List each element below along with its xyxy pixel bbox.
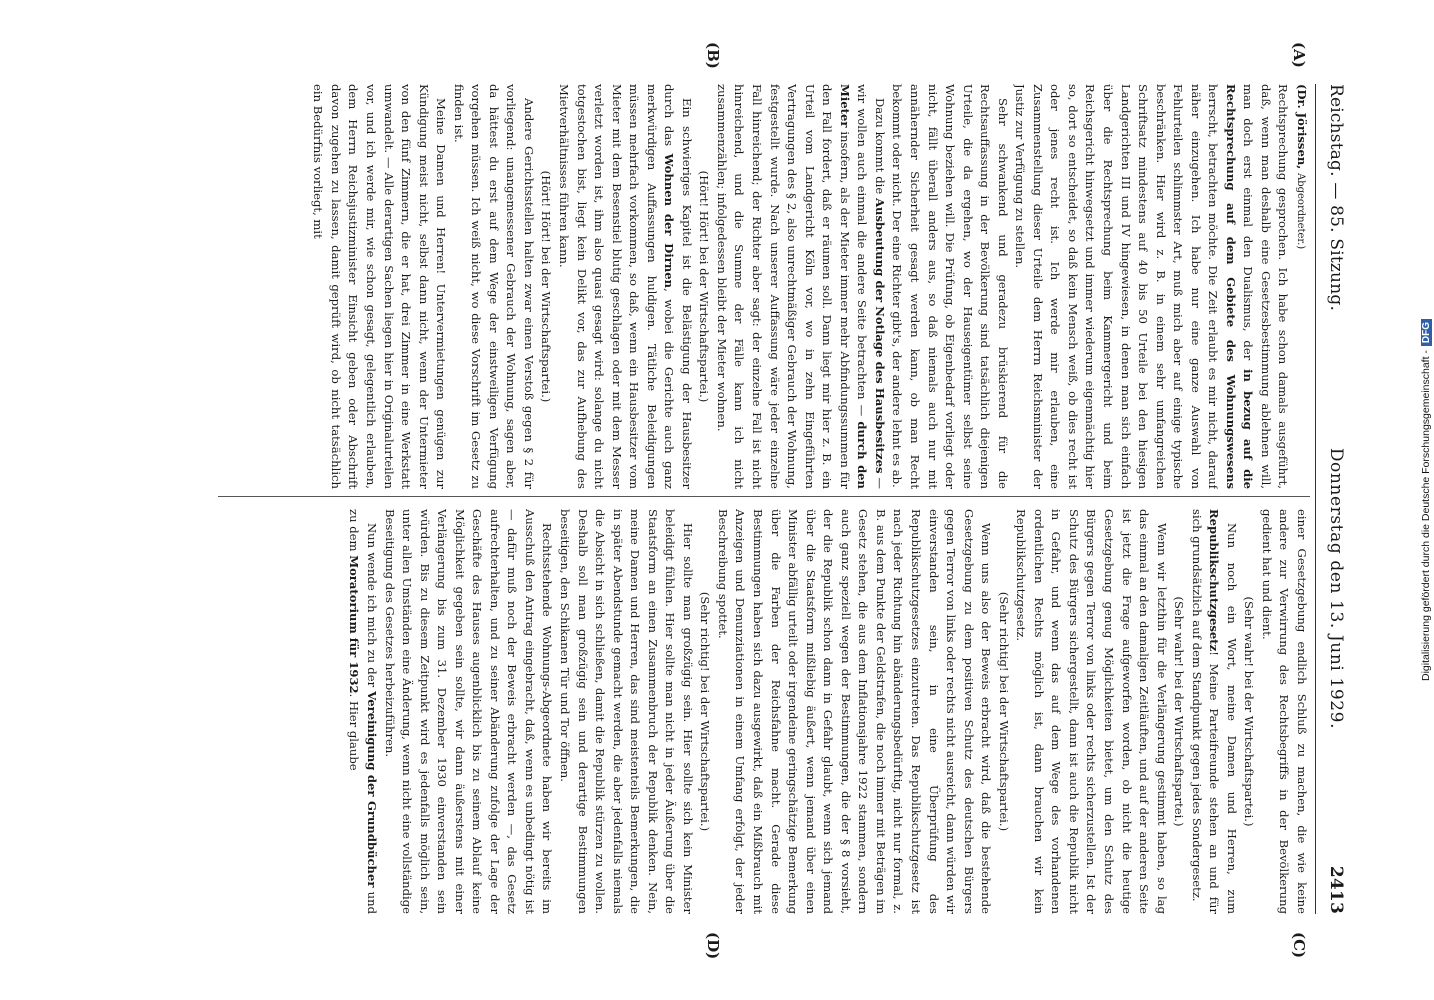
text-run: ! Meine Parteifreunde stehen an und für sich grundsätzlich auf dem Standpunkt gegen jedes Sondergesetz. — [1189, 509, 1222, 914]
credit-text: Digitalisierung gefördert durch die Deutsche Forschungsgemeinschaft - — [1420, 350, 1432, 682]
bold-term: Republikschutzgesetz — [1207, 509, 1222, 652]
interjection: (Sehr richtig! bei der Wirtschaftspartei.) — [996, 591, 1011, 832]
paragraph — [1011, 84, 1292, 489]
bold-term: Vereinigung der Grundbücher — [365, 691, 380, 888]
header-rule — [1315, 84, 1316, 914]
text-run: Ein schwieriges Kapitel ist die Belästigung der Hausbesitzer durch das — [662, 84, 694, 489]
text-run: Rechtsprechung gesprochen. Ich habe schon damals ausgeführt, daß, wenn man deshalb eine Gesetzesbestimmung ablehnen will, man doch erst einmal den Dualismus, der — [1241, 84, 1291, 489]
interjection: (Sehr wahr! bei der Wirtschaftspartei.) — [1172, 596, 1187, 827]
right-column — [203, 509, 1310, 914]
page-header — [1320, 84, 1346, 914]
header-date: Donnerstag den 13. Juni 1929. — [1326, 447, 1346, 730]
paragraph: einer Gesetzgebung endlich Schluß zu machen, die wie keine andere zur Verwirrung des Rechtsbegriffs in der Bevölkerung gedient hat und dient. — [1259, 509, 1309, 914]
paragraph: Wenn uns also der Beweis erbracht wird, daß die bestehende Gesetzgebung zu dem positiven Schutz des deutschen Bürgers gegen Terror von links oder rechts nicht ausreicht, dann würden wir einverstanden sein, in eine Überprüfung des Republikschutzgesetzes einzutreten. Das Republikschutzgesetz ist nach jeder Richtung hin abänderungsbedürftig, nicht nur formal, z. B. aus dem Punkte der Geldstrafen, die noch immer mit Beträgen im Gesetz stehen, die aus dem Inflationsjahre 1922 stammen, sondern auch ganz speziell wegen der Bestimmungen, die der § 8 vorsieht, der die Republik schon dann in Gefahr glaubt, wenn sich jemand über die Staatsform mißliebig äußert, wenn jemand über einen Minister abfällig urteilt oder irgendeine geringschätzige Bemerkung über die Farben der Reichsfahne macht. Gerade diese Bestimmungen haben sich dazu ausgewirkt, daß ein Mißbrauch mit Anzeigen und Denunziationen in einem Umfang erfolgt, der jeder Beschreibung spottet. — [715, 509, 994, 914]
speaker-role: Abgeordneter.) — [1295, 172, 1306, 250]
margin-marker-d: (D) — [704, 932, 722, 960]
text-run: , wobei die Gerichte auch ganz merkwürdigen Auffassungen huldigen. Tätliche Beleidigungen müssen mehrfach vorkommen, so daß, wenn ein Hausbesitzer vom Mieter mit dem Besenstiel blutig geschlagen oder mit dem Messer verletzt worden ist, ihm also quasi gesagt wird: solange du nicht totgestochen bist, liegt kein Delikt vor, das zur Aufhebung des Mietverhältnisses führen kann. — [557, 84, 677, 489]
margin-marker-c: (C) — [1290, 932, 1308, 959]
margin-marker-b: (B) — [704, 42, 722, 69]
bold-term: Ausbeutung der Notlage des Hausbesitzes — [872, 198, 887, 474]
interjection: (Hört! Hört! bei der Wirtschaftspartei.) — [539, 170, 554, 403]
margin-marker-a: (A) — [1290, 42, 1308, 68]
paragraph: Rechtsstehende Wohnungs-Abgeordnete haben wir bereits im Ausschuß den Antrag eingebracht, daß, wenn es unbedingt nötig ist — dafür muß noch der Beweis erbracht werden —, das Gesetz aufrechterhalten, und zu seiner Abänderung zufolge der Lage der Geschäfte des Hauses augenblicklich bis zu seinem Ablauf keine Möglichkeit gegeben sein sollte, wir dann äußerstens mit einer Verlängerung bis zum 31. Dezember 1930 einverstanden sein würden. Bis zu diesem Zeitpunkt wird es jedenfalls möglich sein, unter allen Umständen eine Änderung, wenn nicht eine vollständige Beseitigung des Gesetzes herbeizuführen. — [382, 509, 555, 914]
text-run: — wir wollen auch einmal die andere Seite betrachten — — [855, 84, 887, 489]
interjection: (Sehr wahr! bei der Wirtschaftspartei.) — [1242, 596, 1257, 827]
paragraph — [345, 509, 380, 914]
digitization-credit — [1419, 8, 1433, 992]
bold-term: durch den Mieter — [837, 84, 870, 489]
page-number: 2413 — [1326, 865, 1346, 914]
paragraph: Sehr schwankend und geradezu brüskierend für die Rechtsauffassung in der Bevölkerung sind tatsächlich diejenigen Urteile, die da ergehen, wo der Hauseigentümer selbst seine Wohnung beziehen will. Die Prüfung, ob Eigenbedarf vorliegt oder nicht, fällt überall anders aus, so daß niemals auch nur mit annähernder Sicherheit gesagt werden kann, ob man Recht bekommt oder nicht. Der eine Richter gibt's, der andere lehnt es ab. — [890, 84, 1010, 489]
paragraph: Wenn wir letzthin für die Verlängerung gestimmt haben, so lag das einmal an den damaligen Zeitläuften, und auf der anderen Seite ist jetzt die Frage aufgeworfen worden, ob nicht die heutige Gesetzgebung genug Möglichkeiten bietet, um den Schutz des Bürgers gegen Terror von links oder rechts sicherzustellen. Ist der Schutz des Bürgers sichergestellt, dann ist auch die Republik nicht in Gefahr, und wenn das auf dem Wege des vorhandenen ordentlichen Rechts möglich ist, dann brauchen wir kein Republikschutzgesetz. — [1014, 509, 1169, 914]
header-session: Reichstag. — 85. Sitzung. — [1326, 84, 1346, 312]
credit-line — [1420, 8, 1432, 992]
speaker-name: (Dr. Jörissen, — [1295, 84, 1309, 170]
column-divider — [218, 496, 1310, 497]
interjection: (Sehr richtig! bei der Wirtschaftspartei.) — [698, 591, 713, 832]
text-run: und zu dem — [347, 509, 380, 914]
interjection: (Hört! Hört! bei der Wirtschaftspartei.) — [697, 170, 712, 403]
paragraph — [1187, 509, 1240, 914]
paragraph: Hier sollte man großzügig sein. Hier sollte sich kein Minister beleidigt fühlen. Hier sollte man nicht in jeder Äußerung über die Staatsform an einen Zusammenbruch der Republik denken. Nein, meine Damen und Herren, das sind meistenteils Bemerkungen, die in später Abendstunde gemacht werden, die aber jedenfalls niemals die Absicht in sich schließen, damit die Republik stürzen zu wollen. Deshalb soll man großzügig sein und derartige Bestimmungen beseitigen, den Schikanen Tür und Tor öffnen. — [558, 509, 695, 914]
text-run: Nun noch ein Wort, meine Damen und Herren, zum — [1224, 523, 1239, 914]
bold-term: in bezug auf die Rechtsprechung auf dem Gebiete des Wohnungswesens — [1223, 84, 1256, 489]
text-run: . Hier glaube — [347, 693, 362, 771]
paragraph: Meine Damen und Herren! Untervermietungen genügen zur Kündigung meist nicht, selbst dann nicht, wenn der Untermieter von den fünf Zimmern, die er hat, drei Zimmer in eine Werkstatt umwandelt. — Alle derartigen Sachen liegen hier in Originalurteilen vor, und ich werde mir, wie schon gesagt, gelegentlich erlauben, dem Herrn Reichsjustizminister Einsicht geben oder Abschrift davon zugehen zu lassen, damit geprüft wird, ob nicht tatsächlich ein Bedürfnis vorliegt, mit — [311, 84, 449, 489]
text-run: Dazu kommt die — [872, 98, 887, 199]
bold-term: Wohnen der Dirnen — [662, 153, 677, 289]
text-run: herrscht, betrachten möchte. Die Zeit erlaubt es mir nicht, darauf näher einzugehen. Ich habe nur eine ganze Auswahl von Fehlurteilen schlimmster Art, muß mich aber auf einige typische beschränken. Hier wird z. B. in einem sehr umfangreichen Schriftsatz mindestens auf 40 bis 50 Urteile bei den hiesigen Landgerichten III und IV hingewiesen, in denen man sich einfach über die Rechtsprechung beim Kammergericht und beim Reichsgericht hinwegsetzt und immer wiederum eigenmächtig hier so, dort so entscheidet, so daß kein Mensch weiß, ob dies recht ist oder jenes recht ist. Ich werde mir erlauben, eine Zusammenstellung dieser Urteile dem Herrn Reichsminister der Justiz zur Verfügung zu stellen. — [1013, 84, 1221, 489]
paragraph — [554, 84, 694, 489]
dfg-logo: DFG — [1421, 319, 1432, 346]
paragraph: Andere Gerichtsstellen halten zwar einen Verstoß gegen § 2 für vorliegend: unangemessener Gebrauch der Wohnung, sagen aber, da hättest du erst auf dem Wege der einstweiligen Verfügung vorgehen müssen. Ich weiß nicht, wo diese Vorschrift im Gesetz zu finden ist. — [451, 84, 536, 489]
speaker-line — [1291, 84, 1310, 489]
bold-term: Moratorium für 1932 — [347, 555, 362, 694]
left-column — [215, 84, 1310, 489]
text-run: Nun wende ich mich zu der — [365, 523, 380, 692]
text-run: insofern, als der Mieter immer mehr Abfindungssummen für den Fall fordert, daß er räumen soll. Dann liegt mir hier z. B. ein Urteil vom Landgericht Köln vor, wo in zehn Eingeführten Vertragungen des § 2, also unrechtmäßiger Gebrauch der Wohnung, festgestellt wurde. Nach unserer Auffassung wäre jeder einzelne Fall hinreichend; der Richter aber sagt: der einzelne Fall ist nicht hinreichend, und die Summe der Fälle kann ich nicht zusammenzählen; infolgedessen bleibt der Mieter wohnen. — [714, 84, 852, 489]
paragraph — [712, 84, 887, 489]
